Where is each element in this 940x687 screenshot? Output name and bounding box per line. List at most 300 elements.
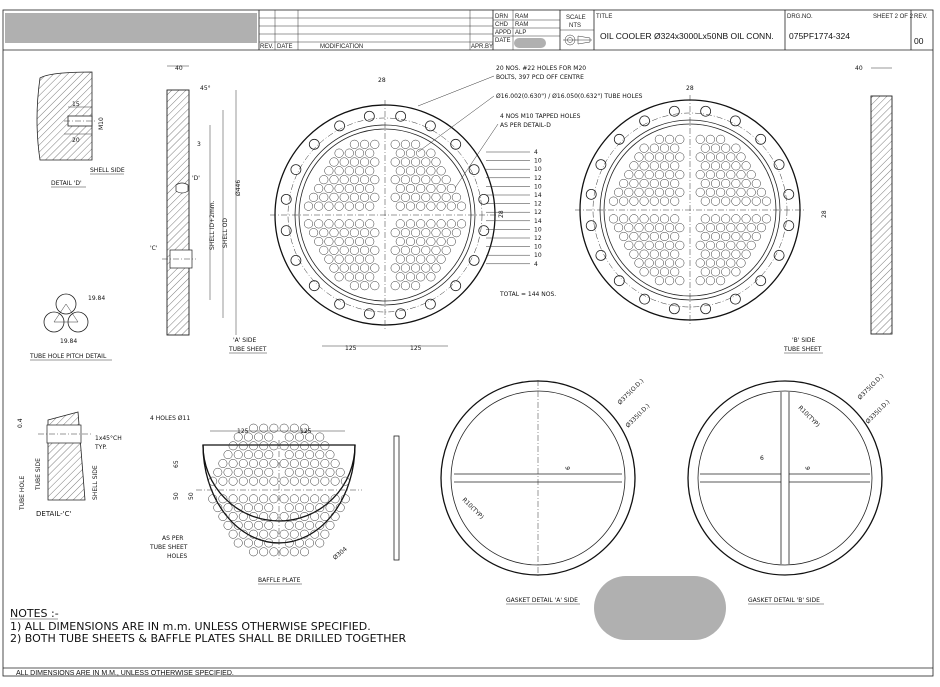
tube-hole: [447, 202, 456, 211]
tube-hole: [645, 223, 654, 232]
tube-hole: [716, 170, 725, 179]
tube-hole: [670, 232, 679, 241]
tube-hole: [330, 246, 339, 255]
detail-d-view: [37, 72, 125, 187]
tube-hole: [701, 179, 710, 188]
callout-tapped-holes-2: AS PER DETAIL-D: [500, 122, 551, 129]
tube-hole: [747, 170, 756, 179]
b-sheet-dim-40: 40: [855, 65, 863, 72]
tube-hole: [345, 149, 354, 158]
tube-hole: [655, 135, 664, 144]
tube-hole: [665, 170, 674, 179]
tube-hole: [254, 468, 262, 476]
bolt-hole: [364, 309, 374, 319]
tube-hole: [270, 442, 278, 450]
tube-hole: [716, 153, 725, 162]
tube-hole: [224, 468, 232, 476]
tube-hole: [335, 149, 344, 158]
tube-hole: [752, 215, 761, 224]
tube-hole: [371, 246, 380, 255]
tube-hole: [676, 276, 685, 285]
tube-hole: [665, 241, 674, 250]
tube-hole: [265, 468, 273, 476]
tube-hole: [320, 228, 329, 237]
b-sheet-caption-1: 'B' SIDE: [792, 337, 816, 344]
bolt-hole: [281, 226, 291, 236]
a-sheet-shell-id: SHELL ID+2mm.: [209, 200, 216, 250]
tube-hole: [365, 255, 374, 264]
tube-hole: [254, 450, 262, 458]
tube-hole: [321, 512, 329, 520]
bolt-hole: [479, 226, 489, 236]
tube-hole: [229, 512, 237, 520]
modification-label: MODIFICATION: [320, 44, 364, 50]
tube-hole: [619, 179, 628, 188]
gasket-a-id: Ø335(I.D.): [624, 402, 652, 430]
tube-hole: [630, 232, 639, 241]
tube-hole: [452, 228, 461, 237]
tube-hole: [422, 175, 431, 184]
tube-hole: [676, 223, 685, 232]
tube-hole: [640, 179, 649, 188]
tube-hole: [427, 149, 436, 158]
tube-hole: [737, 153, 746, 162]
row-count: 10: [534, 252, 542, 260]
tube-hole: [335, 273, 344, 282]
tube-hole: [285, 433, 293, 441]
tube-hole: [614, 223, 623, 232]
gasket-a-od: Ø375(O.D.): [616, 377, 646, 407]
tube-hole: [660, 250, 669, 259]
tube-hole: [365, 237, 374, 246]
tube-hole: [345, 237, 354, 246]
tube-hole: [732, 250, 741, 259]
tube-hole: [650, 250, 659, 259]
tube-hole: [427, 273, 436, 282]
baffle-as-per-2: TUBE SHEET: [150, 544, 188, 551]
tube-hole: [401, 281, 410, 290]
tube-hole: [655, 241, 664, 250]
a-sheet-ref-d: 'D': [192, 175, 200, 182]
bolt-hole: [669, 106, 679, 116]
detail-c-dim-04: 0.4: [17, 418, 24, 428]
tube-hole: [401, 264, 410, 273]
tube-hole: [432, 193, 441, 202]
tube-hole: [290, 459, 298, 467]
tube-hole: [260, 548, 268, 556]
tube-hole: [260, 459, 268, 467]
tube-hole: [330, 264, 339, 273]
tube-hole: [432, 158, 441, 167]
tube-hole: [371, 193, 380, 202]
tube-hole: [336, 468, 344, 476]
tube-hole: [300, 459, 308, 467]
tube-hole: [640, 144, 649, 153]
tube-hole: [285, 468, 293, 476]
tube-hole: [325, 220, 334, 229]
tube-hole: [360, 228, 369, 237]
tube-hole: [320, 175, 329, 184]
tube-hole: [254, 433, 262, 441]
tube-hole: [371, 228, 380, 237]
bolt-hole: [396, 111, 406, 121]
tube-hole: [295, 450, 303, 458]
tube-hole: [325, 255, 334, 264]
bolt-hole: [614, 134, 624, 144]
tube-hole: [396, 255, 405, 264]
tube-hole: [650, 144, 659, 153]
tube-hole: [676, 170, 685, 179]
tube-hole: [411, 193, 420, 202]
bolt-hole: [614, 276, 624, 286]
tube-hole: [706, 259, 715, 268]
tube-hole: [265, 503, 273, 511]
tube-hole: [635, 241, 644, 250]
tube-hole: [742, 250, 751, 259]
baffle-dim-125-a: 125: [237, 428, 249, 435]
tube-hole: [360, 175, 369, 184]
projection-symbol-icon: [563, 35, 592, 45]
baffle-as-per-3: HOLES: [167, 553, 188, 560]
tube-hole: [635, 259, 644, 268]
tube-hole: [365, 167, 374, 176]
tube-hole: [609, 215, 618, 224]
tube-hole: [224, 521, 232, 529]
tube-hole: [249, 477, 257, 485]
tube-hole: [360, 193, 369, 202]
tube-hole: [340, 158, 349, 167]
tube-hole: [696, 241, 705, 250]
baffle-edge-view: [394, 436, 399, 560]
tube-hole: [331, 477, 339, 485]
tube-hole: [757, 223, 766, 232]
tube-hole: [391, 264, 400, 273]
tube-hole: [752, 232, 761, 241]
tube-hole: [285, 521, 293, 529]
tube-hole: [645, 259, 654, 268]
tube-hole: [365, 273, 374, 282]
tube-hole: [396, 202, 405, 211]
tube-hole: [280, 512, 288, 520]
tube-hole: [314, 237, 323, 246]
tube-hole: [737, 259, 746, 268]
tube-hole: [655, 170, 664, 179]
tube-hole: [355, 220, 364, 229]
rev-label-2: REV.: [914, 14, 928, 20]
tube-hole: [427, 255, 436, 264]
tube-hole: [711, 197, 720, 206]
tube-hole: [335, 167, 344, 176]
tube-hole: [391, 158, 400, 167]
a-front-dim-28-side: 28: [498, 210, 505, 218]
tube-hole: [239, 495, 247, 503]
tube-hole: [411, 158, 420, 167]
tube-hole: [239, 459, 247, 467]
tube-hole: [406, 149, 415, 158]
tube-hole: [411, 264, 420, 273]
tube-hole: [321, 442, 329, 450]
tube-hole: [742, 197, 751, 206]
tube-hole: [311, 459, 319, 467]
tube-hole: [345, 167, 354, 176]
tube-hole: [711, 250, 720, 259]
tube-hole: [640, 215, 649, 224]
tube-hole: [270, 495, 278, 503]
tube-hole: [345, 202, 354, 211]
detail-c-shell-side: SHELL SIDE: [92, 465, 99, 500]
baffle-plate-view: [149, 415, 399, 584]
tube-hole: [422, 264, 431, 273]
tube-hole: [234, 450, 242, 458]
tube-hole: [391, 175, 400, 184]
tube-hole: [330, 175, 339, 184]
rev-value: 00: [914, 36, 924, 46]
tube-hole: [411, 246, 420, 255]
detail-c-view: [17, 412, 122, 518]
tube-hole: [452, 193, 461, 202]
tube-hole: [442, 228, 451, 237]
gasket-a-caption: GASKET DETAIL 'A' SIDE: [506, 597, 578, 604]
tube-hole: [432, 246, 441, 255]
tube-hole: [229, 477, 237, 485]
tube-hole: [371, 158, 380, 167]
tube-hole: [676, 241, 685, 250]
tube-hole: [442, 175, 451, 184]
tube-hole: [326, 468, 334, 476]
tube-hole: [331, 512, 339, 520]
tube-hole: [701, 268, 710, 277]
tube-hole: [737, 223, 746, 232]
tube-hole: [737, 170, 746, 179]
tube-hole: [655, 153, 664, 162]
tube-hole: [711, 215, 720, 224]
tube-hole: [742, 162, 751, 171]
tube-hole: [249, 495, 257, 503]
a-sheet-dim-446: Ø446: [235, 179, 242, 196]
tube-hole: [747, 188, 756, 197]
tube-hole: [696, 153, 705, 162]
note-1: 1) ALL DIMENSIONS ARE IN m.m. UNLESS OTHERWISE SPECIFIED.: [10, 620, 371, 633]
callout-bolt-holes-2: BOLTS, 397 PCD OFF CENTRE: [496, 74, 584, 81]
tube-hole: [711, 144, 720, 153]
tube-hole: [635, 188, 644, 197]
tube-hole: [655, 223, 664, 232]
tube-hole: [711, 232, 720, 241]
row-count: 10: [534, 166, 542, 174]
tube-hole: [360, 264, 369, 273]
tube-hole: [350, 228, 359, 237]
tube-hole: [406, 255, 415, 264]
tube-hole: [244, 539, 252, 547]
bolt-hole: [596, 160, 606, 170]
tube-hole: [742, 215, 751, 224]
tube-hole: [432, 228, 441, 237]
tube-hole: [696, 276, 705, 285]
tube-hole: [280, 477, 288, 485]
tube-hole: [630, 250, 639, 259]
tube-total: TOTAL = 144 NOS.: [500, 291, 557, 298]
tube-hole: [655, 276, 664, 285]
tube-hole: [701, 144, 710, 153]
tube-hole: [660, 179, 669, 188]
tube-hole: [305, 450, 313, 458]
tube-hole: [239, 442, 247, 450]
tube-hole: [625, 188, 634, 197]
tube-hole: [280, 530, 288, 538]
tube-hole: [330, 193, 339, 202]
tube-hole: [249, 442, 257, 450]
tube-hole: [265, 521, 273, 529]
tube-hole: [742, 179, 751, 188]
tube-hole: [244, 450, 252, 458]
tube-hole: [406, 237, 415, 246]
tube-hole: [442, 193, 451, 202]
tube-hole: [326, 521, 334, 529]
tube-hole: [350, 246, 359, 255]
tube-hole: [676, 135, 685, 144]
title-label: TITLE: [596, 14, 613, 20]
tube-hole: [619, 197, 628, 206]
tube-hole: [316, 468, 324, 476]
tube-hole: [660, 197, 669, 206]
tube-hole: [290, 548, 298, 556]
tube-hole: [335, 202, 344, 211]
tube-hole: [391, 140, 400, 149]
a-front-dim-125-left: 125: [345, 345, 357, 352]
tube-hole: [360, 246, 369, 255]
tube-hole: [309, 228, 318, 237]
chd-label: CHD: [495, 22, 508, 28]
tube-hole: [411, 228, 420, 237]
tube-hole: [416, 220, 425, 229]
tube-hole: [321, 495, 329, 503]
tube-hole: [619, 215, 628, 224]
tube-hole: [340, 264, 349, 273]
detail-c-chamfer-2: TYP.: [95, 444, 107, 451]
tube-hole: [355, 184, 364, 193]
tube-hole: [239, 512, 247, 520]
tube-hole: [416, 255, 425, 264]
tube-hole: [360, 140, 369, 149]
tube-hole: [701, 250, 710, 259]
tube-hole: [311, 477, 319, 485]
tube-hole: [716, 276, 725, 285]
tube-hole: [635, 153, 644, 162]
tube-hole: [432, 264, 441, 273]
bolt-hole: [291, 165, 301, 175]
gasket-b-dim-6b: 6: [805, 466, 812, 470]
tube-hole: [350, 175, 359, 184]
tube-hole: [355, 202, 364, 211]
tube-hole: [406, 167, 415, 176]
tube-hole: [325, 184, 334, 193]
tube-hole: [350, 193, 359, 202]
tube-hole: [280, 495, 288, 503]
date-label-2: DATE: [495, 38, 511, 44]
tube-hole: [747, 241, 756, 250]
detail-c-tube-hole: TUBE HOLE: [19, 475, 26, 510]
tube-hole: [254, 503, 262, 511]
row-count: 10: [534, 243, 542, 251]
tube-hole: [640, 162, 649, 171]
baffle-dim-50-b: 50: [188, 492, 195, 500]
tube-hole: [391, 281, 400, 290]
tube-hole: [655, 259, 664, 268]
tube-hole: [305, 539, 313, 547]
bolt-hole: [309, 139, 319, 149]
tube-hole: [416, 202, 425, 211]
pitch-detail-caption: TUBE HOLE PITCH DETAIL: [30, 353, 107, 360]
callout-tapped-holes-1: 4 NOS M10 TAPPED HOLES: [500, 113, 581, 120]
tube-hole: [711, 268, 720, 277]
tube-hole: [721, 250, 730, 259]
tube-hole: [721, 179, 730, 188]
gasket-b-dim-6a: 6: [760, 455, 764, 462]
tube-hole: [300, 442, 308, 450]
tube-hole: [345, 220, 354, 229]
tube-hole: [316, 433, 324, 441]
tube-hole: [716, 259, 725, 268]
tube-hole: [411, 140, 420, 149]
tube-hole: [427, 202, 436, 211]
tube-hole: [341, 477, 349, 485]
tube-hole: [701, 215, 710, 224]
tube-hole: [411, 281, 420, 290]
tube-hole: [396, 167, 405, 176]
callout-bolt-holes-1: 20 NOS. #22 HOLES FOR M20: [496, 65, 587, 72]
tube-hole: [665, 153, 674, 162]
tube-hole: [737, 241, 746, 250]
tube-hole: [701, 232, 710, 241]
tube-hole: [219, 459, 227, 467]
tube-hole: [706, 241, 715, 250]
scale-label: SCALE: [566, 15, 586, 21]
tube-hole: [355, 255, 364, 264]
tube-hole: [706, 188, 715, 197]
tube-hole: [335, 237, 344, 246]
baffle-dim-65: 65: [173, 460, 180, 468]
tube-hole: [340, 175, 349, 184]
tube-hole: [365, 149, 374, 158]
tube-hole: [416, 184, 425, 193]
notes-block: [10, 607, 406, 645]
tube-hole: [650, 268, 659, 277]
tube-hole: [670, 197, 679, 206]
tube-hole: [325, 202, 334, 211]
tube-hole: [660, 162, 669, 171]
tube-hole: [406, 202, 415, 211]
tube-hole: [437, 255, 446, 264]
tube-hole: [326, 450, 334, 458]
tube-hole: [437, 220, 446, 229]
tube-hole: [295, 468, 303, 476]
tube-hole: [326, 503, 334, 511]
tube-hole: [640, 232, 649, 241]
tube-hole: [290, 442, 298, 450]
tube-hole: [665, 223, 674, 232]
tube-hole: [396, 220, 405, 229]
tube-hole: [345, 273, 354, 282]
pitch-detail-view: [29, 294, 112, 360]
bolt-hole: [784, 221, 794, 231]
tube-hole: [325, 237, 334, 246]
tube-hole: [396, 149, 405, 158]
tube-hole: [706, 223, 715, 232]
tube-hole: [401, 140, 410, 149]
tube-hole: [265, 433, 273, 441]
tube-hole: [304, 202, 313, 211]
tube-hole: [716, 135, 725, 144]
